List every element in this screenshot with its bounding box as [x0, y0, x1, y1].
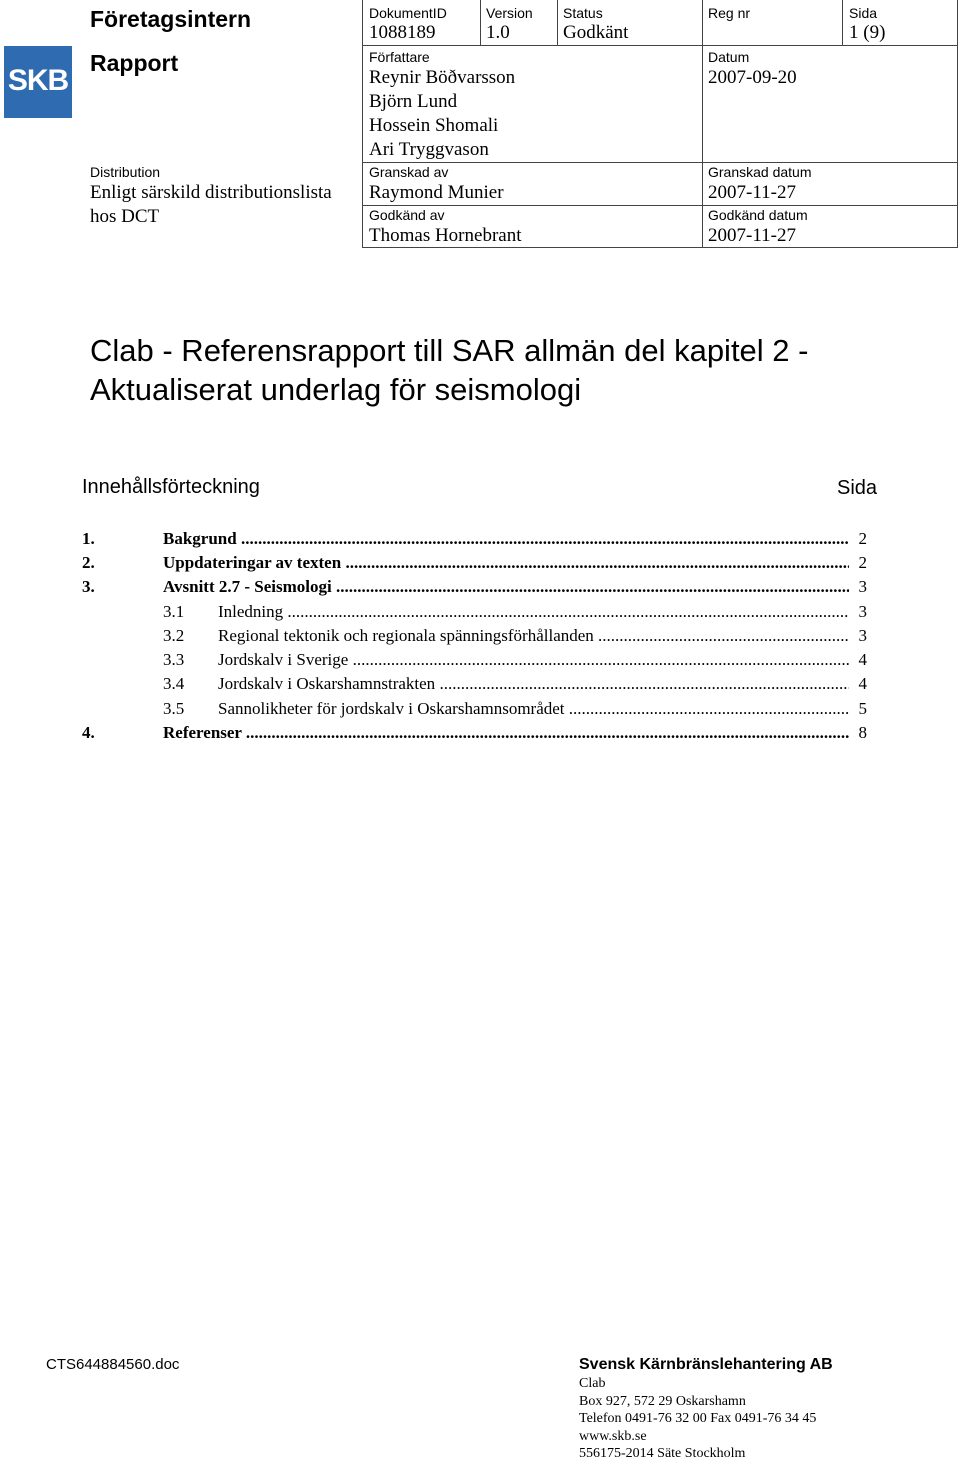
- footer-line: Telefon 0491-76 32 00 Fax 0491-76 34 45: [579, 1411, 817, 1426]
- reviewed-by-value: Raymond Munier: [369, 182, 504, 203]
- date-value: 2007-09-20: [708, 67, 797, 88]
- footer-address: [579, 1375, 816, 1463]
- toc-entry-number: 3.3: [163, 650, 185, 669]
- toc-entry-page: 3: [858, 626, 867, 645]
- docid-value: 1088189: [369, 22, 436, 43]
- author-name: Björn Lund: [369, 91, 458, 112]
- approved-by-label: Godkänd av: [369, 207, 445, 223]
- toc-entry-title: Avsnitt 2.7 - Seismologi .....: [163, 575, 849, 599]
- toc-entry-page: 3: [858, 602, 867, 621]
- toc-entry-title: Inledning .....: [218, 600, 849, 624]
- page-label: Sida: [849, 5, 878, 21]
- regnr-label: Reg nr: [708, 5, 751, 21]
- approved-by-value: Thomas Hornebrant: [369, 225, 522, 246]
- toc-heading: Innehållsförteckning: [82, 476, 260, 498]
- toc-entry[interactable]: [82, 551, 867, 575]
- toc-entry-number: 3.4: [163, 674, 185, 693]
- footer-line: Box 927, 572 29 Oskarshamn: [579, 1393, 746, 1409]
- author-name: Hossein Shomali: [369, 115, 499, 136]
- doc-type: Rapport: [90, 50, 179, 76]
- document-title-line-1: Clab - Referensrapport till SAR allmän del kapitel 2 -: [90, 333, 809, 368]
- toc-entry[interactable]: [82, 624, 867, 648]
- skb-logo: [4, 46, 72, 118]
- toc-entry-page: 2: [858, 553, 867, 572]
- toc-entry[interactable]: [82, 527, 867, 551]
- page-value: 1 (9): [849, 22, 886, 43]
- logo-text: SKB: [7, 64, 69, 97]
- toc-entry-number: 3.2: [163, 626, 185, 645]
- toc-entry-title: Jordskalv i Sverige .....: [218, 648, 849, 672]
- toc-entry-number: 4.: [82, 723, 95, 742]
- toc-entry-page: 2: [858, 529, 867, 548]
- toc-entry[interactable]: [82, 697, 867, 721]
- toc-page-heading: Sida: [837, 477, 878, 499]
- footer-line: Clab: [579, 1376, 606, 1391]
- status-label: Status: [563, 5, 603, 21]
- toc-entry-title: Sannolikheter för jordskalv i Oskarshamnsområdet .....: [218, 697, 849, 721]
- toc-entry[interactable]: [82, 672, 867, 696]
- toc-entry-page: 8: [858, 723, 867, 742]
- footer-company: Svensk Kärnbränslehantering AB: [579, 1356, 833, 1373]
- distribution-label: Distribution: [90, 164, 161, 180]
- toc-entry-number: 3.: [82, 577, 95, 596]
- author-name: Reynir Böðvarsson: [369, 67, 516, 88]
- footer-line: 556175-2014 Säte Stockholm: [579, 1446, 746, 1461]
- toc-entry-number: 2.: [82, 553, 95, 572]
- toc-entry[interactable]: [82, 648, 867, 672]
- toc-entry-page: 5: [858, 699, 867, 718]
- reviewed-date-value: 2007-11-27: [708, 182, 796, 203]
- toc-entry-number: 3.5: [163, 699, 185, 718]
- status-value: Godkänt: [563, 22, 629, 43]
- author-name: Ari Tryggvason: [369, 139, 489, 160]
- toc-entry[interactable]: [82, 721, 867, 745]
- toc-entry-title: Jordskalv i Oskarshamnstrakten .....: [218, 672, 849, 696]
- toc-entry-page: 3: [858, 577, 867, 596]
- distribution-value: Enligt särskild distributionslista: [90, 182, 332, 203]
- footer-filename: CTS644884560.doc: [46, 1356, 180, 1373]
- toc-entry-number: 3.1: [163, 602, 185, 621]
- toc-entry-title: Regional tektonik och regionala spänningsförhållanden .....: [218, 624, 849, 648]
- toc-entry[interactable]: [82, 600, 867, 624]
- version-label: Version: [486, 5, 533, 21]
- company-label: Företagsintern: [90, 6, 252, 32]
- footer-line: www.skb.se: [579, 1428, 647, 1444]
- toc-entry-title: Bakgrund .....: [163, 527, 849, 551]
- toc-entry-number: 1.: [82, 529, 95, 548]
- toc-entry[interactable]: [82, 575, 867, 599]
- toc-entry-page: 4: [858, 650, 867, 669]
- toc-entry-title: Referenser .....: [163, 721, 849, 745]
- docid-label: DokumentID: [369, 5, 447, 21]
- document-title-line-2: Aktualiserat underlag för seismologi: [90, 372, 582, 407]
- author-label: Författare: [369, 49, 430, 65]
- version-value: 1.0: [486, 22, 510, 43]
- document-title: [90, 331, 808, 409]
- reviewed-date-label: Granskad datum: [708, 164, 812, 180]
- date-label: Datum: [708, 49, 750, 65]
- toc-entry-title: Uppdateringar av texten .....: [163, 551, 849, 575]
- reviewed-by-label: Granskad av: [369, 164, 449, 180]
- approved-date-value: 2007-11-27: [708, 225, 796, 246]
- approved-date-label: Godkänd datum: [708, 207, 808, 223]
- distribution-value-2: hos DCT: [90, 206, 160, 227]
- toc-entry-page: 4: [858, 674, 867, 693]
